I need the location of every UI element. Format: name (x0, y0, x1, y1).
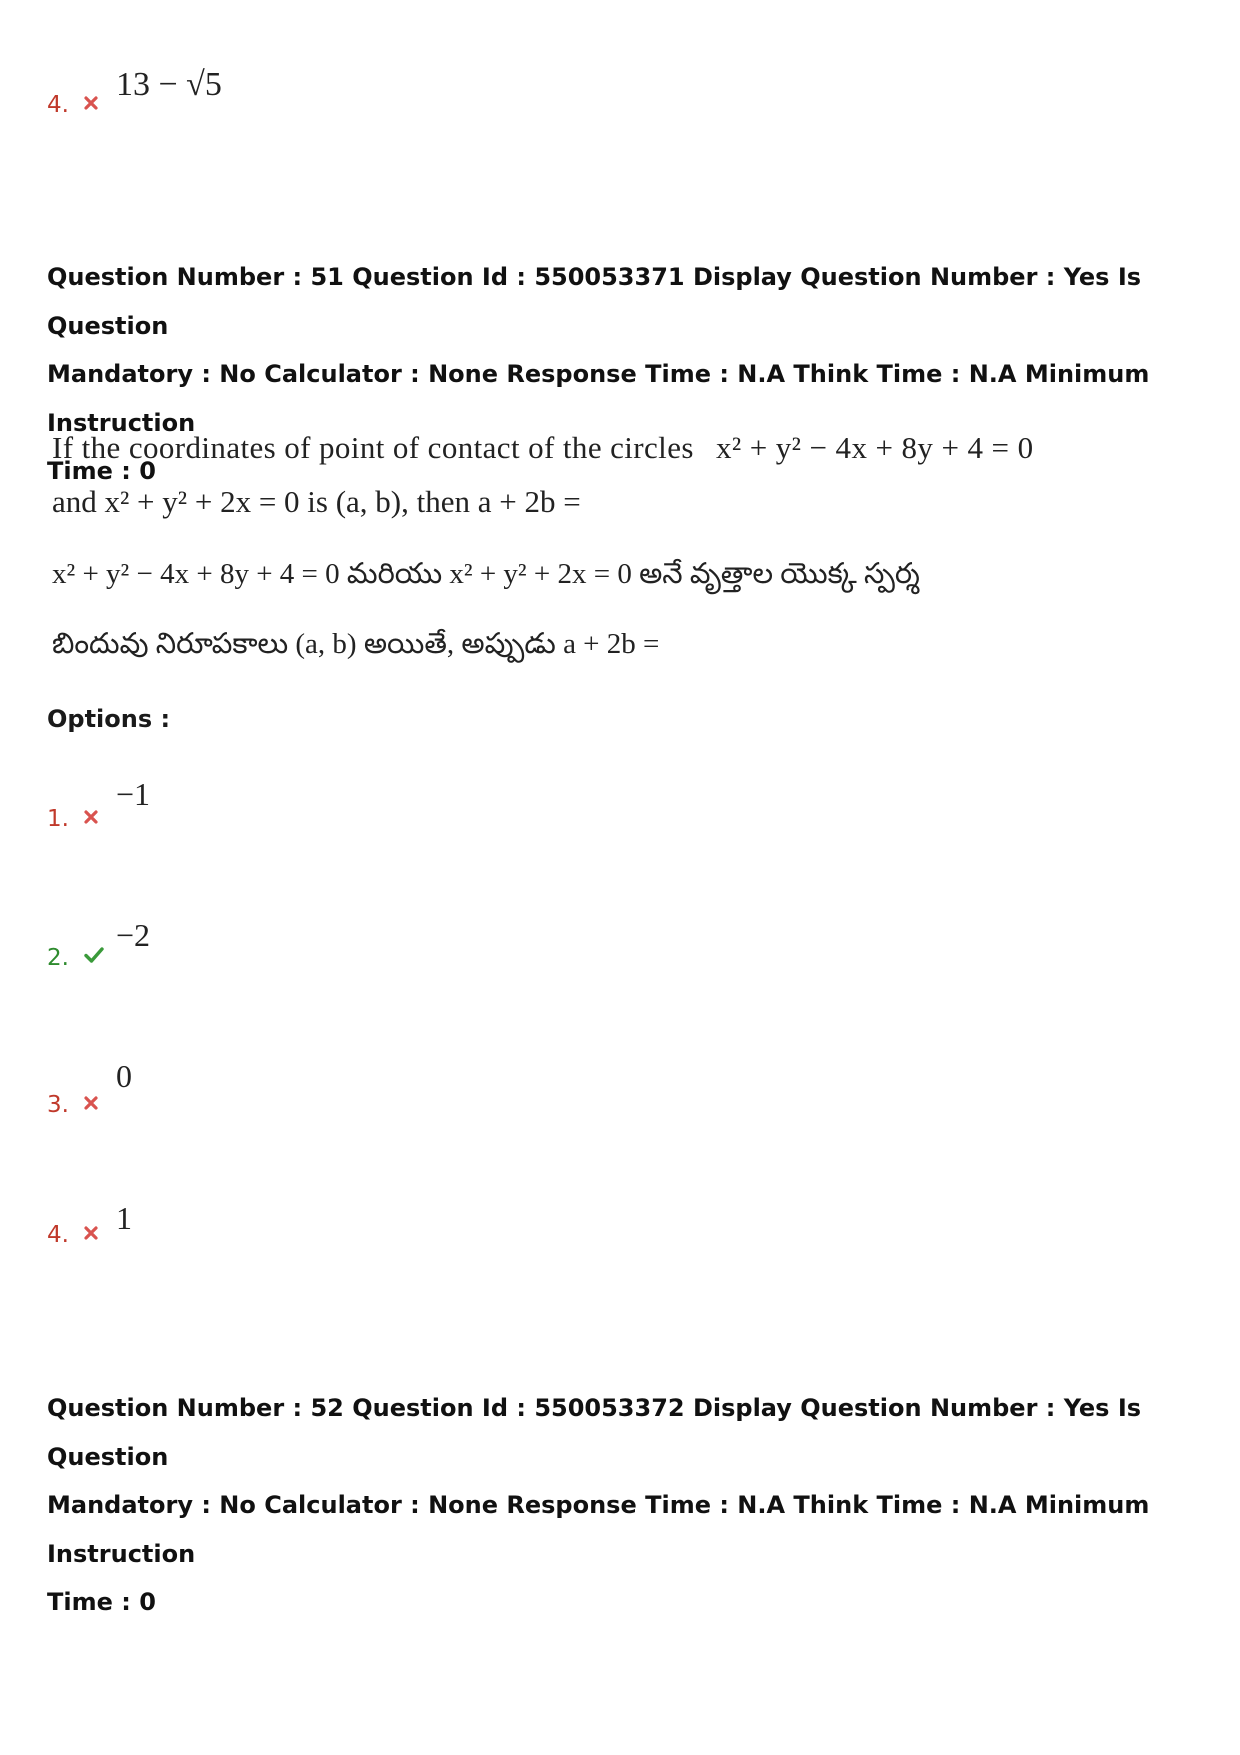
meta-line: Time : 0 (47, 457, 156, 485)
question-text-english-line2: and x² + y² + 2x = 0 is (a, b), then a + 2b = (52, 484, 581, 519)
cross-icon (84, 95, 98, 114)
option-number: 4. (47, 1222, 69, 1248)
option-number: 4. (47, 92, 69, 118)
option-1-value: −1 (116, 776, 151, 812)
question-text-telugu-line1: x² + y² − 4x + 8y + 4 = 0 మరియు x² + y² + 2x = 0 అనే వృత్తాల యొక్క స్పర్శ (52, 558, 920, 590)
option-1[interactable] (47, 806, 98, 832)
meta-line: Mandatory : No Calculator : None Response Time : N.A Think Time : N.A Minimum Instruction (47, 1491, 1150, 1568)
meta-line: Time : 0 (47, 1588, 156, 1616)
option-number: 1. (47, 806, 69, 832)
meta-line: Mandatory : No Calculator : None Response Time : N.A Think Time : N.A Minimum Instruction (47, 360, 1150, 437)
meta-line: Question Number : 51 Question Id : 550053371 Display Question Number : Yes Is Question (47, 263, 1142, 340)
option-4-value: 1 (116, 1200, 132, 1236)
cross-icon (84, 1095, 98, 1114)
cross-icon (84, 1225, 98, 1244)
question-text-english-line1 (52, 430, 1034, 466)
option-2[interactable] (47, 945, 104, 971)
cross-icon (84, 809, 98, 828)
option-3[interactable] (47, 1092, 98, 1118)
question-52-meta (47, 1384, 1217, 1627)
prev-option-4 (47, 92, 98, 118)
check-icon (84, 947, 104, 967)
options-label: Options : (47, 705, 171, 733)
option-2-value: −2 (116, 917, 151, 953)
option-number: 2. (47, 945, 69, 971)
option-number: 3. (47, 1092, 69, 1118)
meta-line: Question Number : 52 Question Id : 550053372 Display Question Number : Yes Is Question (47, 1394, 1142, 1471)
question-text: If the coordinates of point of contact of the circles (52, 430, 694, 465)
option-3-value: 0 (116, 1058, 132, 1094)
question-text-telugu-line2: బిందువు నిరూపకాలు (a, b) అయితే, అప్పుడు a + 2b = (52, 628, 660, 660)
prev-option-4-value: 13 − √5 (116, 66, 222, 103)
option-4[interactable] (47, 1222, 98, 1248)
equation: x² + y² − 4x + 8y + 4 = 0 (715, 430, 1034, 465)
